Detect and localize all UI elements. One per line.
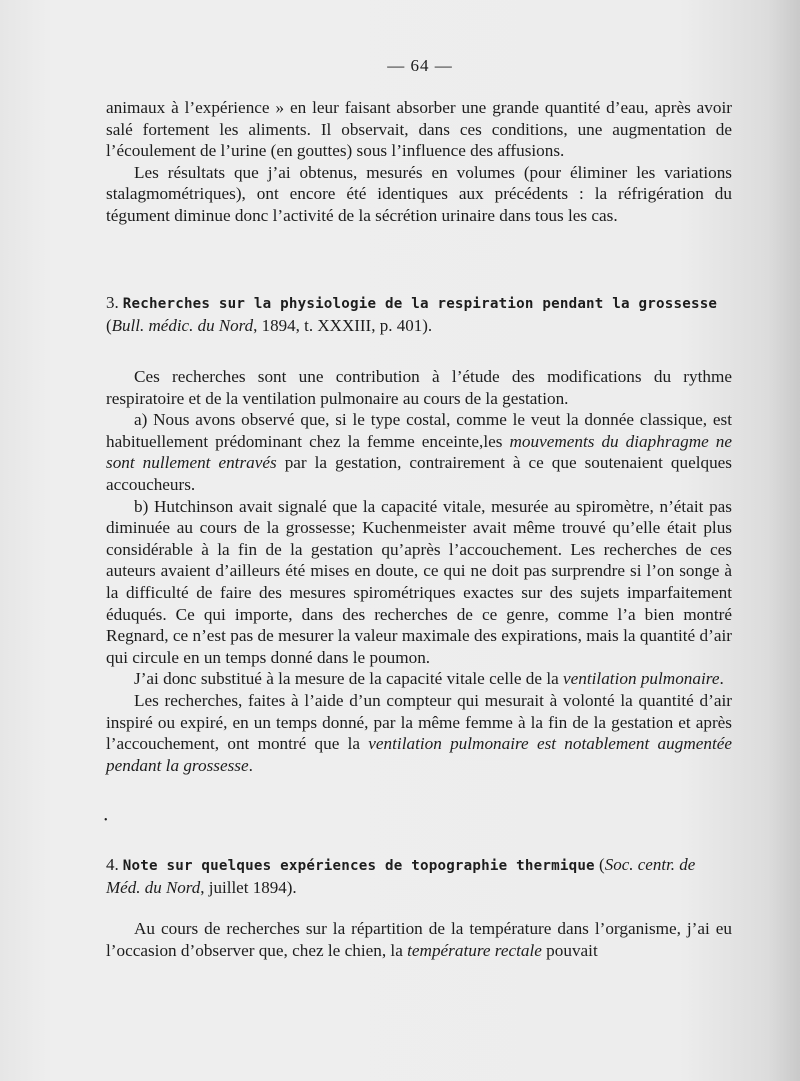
paragraph-text: pouvait	[541, 940, 598, 960]
paragraph: Ces recherches sont une contribution à l’étude des modifications du rythme respiratoire et de la ventilation pulmonaire au cours de la gestation.	[106, 367, 732, 408]
paragraph-text: Au cours de recherches sur la répartition de la température dans l’organisme, j’ai eu l’occasion d’observer que, chez le chien, la	[106, 919, 732, 960]
paragraph	[106, 409, 732, 495]
section-ref-open: (	[594, 855, 605, 874]
paragraph-text: .	[719, 669, 724, 689]
text-block-thermique	[106, 918, 732, 961]
paragraph	[106, 918, 732, 961]
text-block-respiration	[106, 366, 732, 776]
paragraph: b) Hutchinson avait signalé que la capacité vitale, mesurée au spiromètre, n’était pas diminuée au cours de la grossesse; Kuchenmeister avait même trouvé qu’elle était plus considérable à la fin de la gestation qu’après l’accouchement. Les recherches de ces auteurs avaient d’ailleurs été mises en doute, ce qui ne doit pas surprendre si l’on songe à la difficulté de faire des mesures spirométriques exactes sur des sujets imparfaitement éduqués. Ce qui importe, dans des recherches de ce genre, comme l’a bien montré Regnard, ce n’est pas de mesurer la valeur maximale des expirations, mais la quantité d’air qui circule en un temps donné dans le poumon.	[106, 496, 732, 667]
page-number: — 64 —	[387, 56, 453, 75]
section-title: Recherches sur la physiologie de la respiration pendant la grossesse	[122, 296, 718, 312]
paragraph-text: a) Nous avons observé que, si le type costal, comme le veut la donnée classique, est habituellement prédominant chez la femme enceinte,les	[106, 410, 732, 451]
paragraph-italic: ventilation pulmonaire	[563, 669, 720, 689]
paragraph-text: par la gestation, contrairement à ce que soutenaient quelques accoucheurs.	[106, 453, 733, 494]
section-journal: Bull. médic. du Nord	[111, 316, 254, 335]
section-ref: , 1894, t. XXXIII, p. 401).	[253, 316, 433, 335]
text-block-intro	[106, 97, 732, 227]
stray-mark: •	[104, 815, 108, 826]
section-ref-open: (	[106, 316, 112, 335]
paragraph	[106, 668, 732, 690]
section-number: 3.	[106, 293, 119, 312]
paragraph: Les résultats que j’ai obtenus, mesurés en volumes (pour éliminer les variations stalagmométriques), ont encore été identiques aux précédents : la réfrigération du tégument diminue donc l’activité de la sécrétion urinaire dans tous les cas.	[106, 162, 732, 225]
paragraph-italic: ventilation pulmonaire est notablement augmentée pendant la grossesse	[106, 734, 732, 775]
section-title: Note sur quelques expériences de topographie thermique	[122, 858, 595, 874]
paragraph-italic: mouvements du diaphragme ne sont nullement entravés	[106, 431, 733, 473]
paragraph-text: .	[248, 755, 253, 775]
section-ref: , juillet 1894).	[200, 878, 297, 897]
paragraph-italic: température rectale	[407, 940, 542, 960]
paragraph-text: J’ai donc substitué à la mesure de la capacité vitale celle de la	[134, 669, 564, 689]
section-number: 4.	[106, 855, 119, 874]
paragraph-text: Les recherches, faites à l’aide d’un compteur qui mesurait à volonté la quantité d’air inspiré ou expiré, en un temps donné, par la même femme à la fin de la gestation et après l’accouchement, ont montré que la	[106, 690, 732, 754]
section-journal: Soc. centr. de Méd. du Nord	[106, 855, 696, 897]
paragraph	[106, 690, 732, 776]
paragraph: animaux à l’expérience » en leur faisant absorber une grande quantité d’eau, après avoir salé fortement les aliments. Il observait, dans ces conditions, une augmentation de l’écoulement de l’urine (en gouttes) sous l’influence des affusions.	[106, 98, 732, 161]
section-heading-3	[106, 292, 734, 338]
section-heading-4	[106, 854, 734, 900]
